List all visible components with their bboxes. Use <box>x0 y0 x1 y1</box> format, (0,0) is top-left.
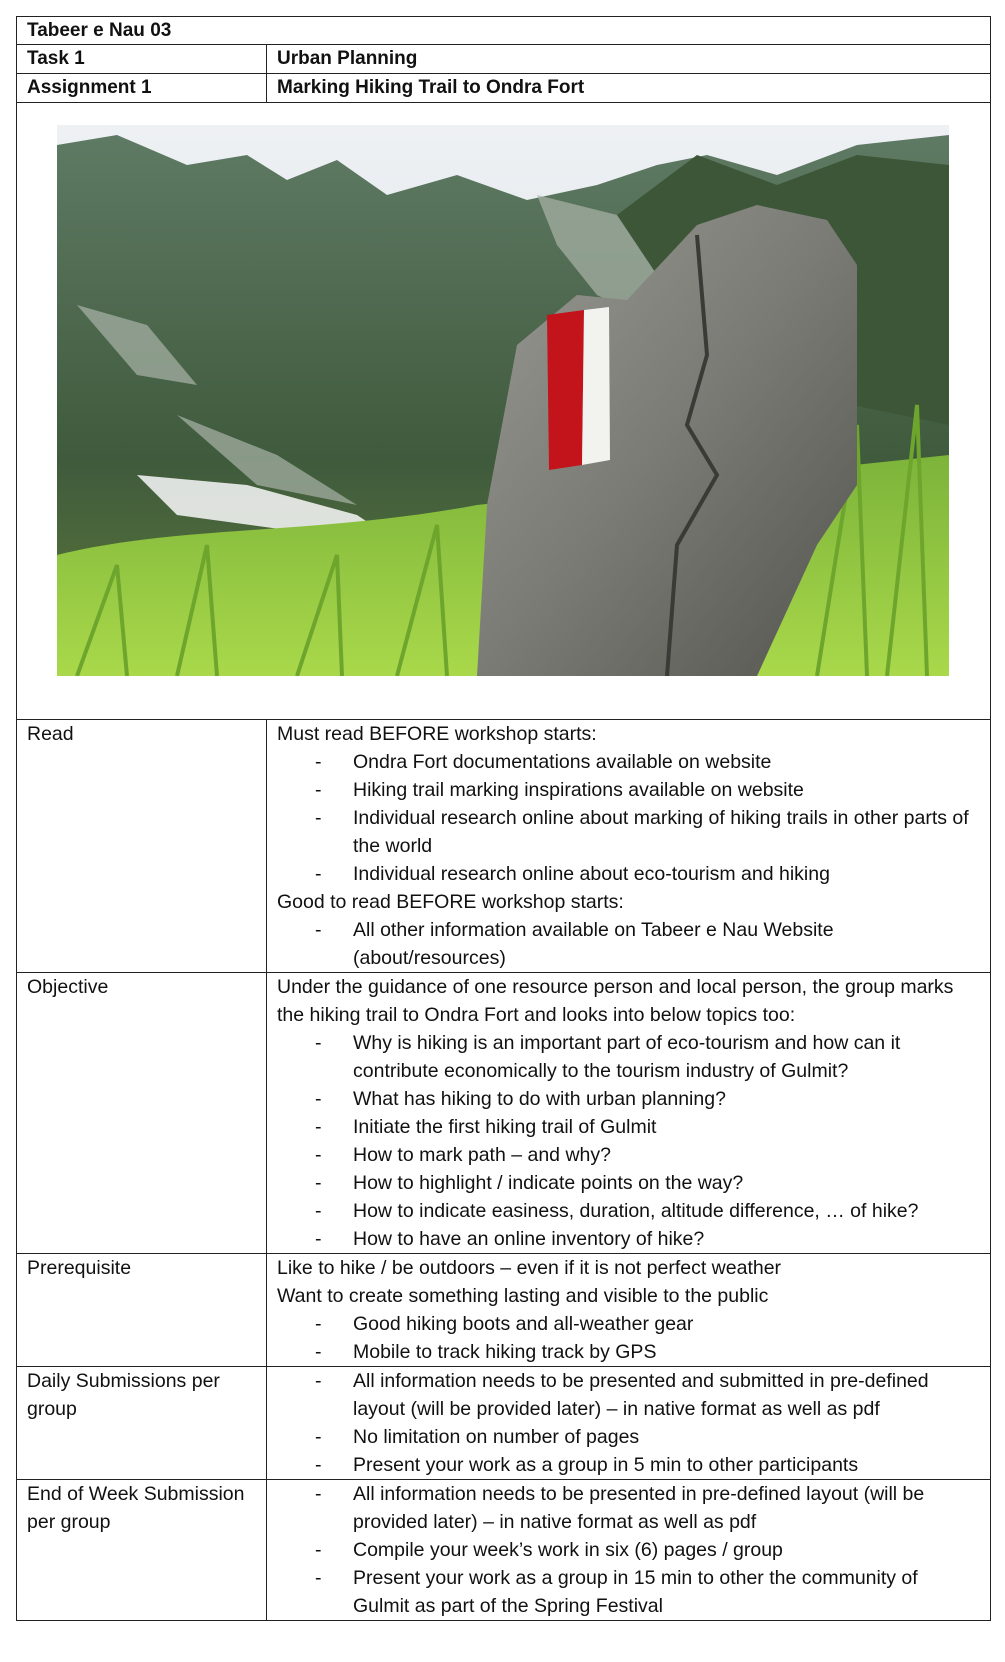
assignment-row <box>16 74 991 103</box>
list-item: - How to mark path – and why? <box>277 1141 976 1169</box>
list-item: - What has hiking to do with urban planning? <box>277 1085 976 1113</box>
daily-submissions-list <box>277 1367 976 1479</box>
list-item: - How to have an online inventory of hike? <box>277 1225 976 1253</box>
list-item: - All other information available on Tabeer e Nau Website (about/resources) <box>277 916 976 972</box>
list-item: - Present your work as a group in 5 min to other participants <box>277 1451 976 1479</box>
trail-marker-white <box>582 307 610 465</box>
list-item: - How to indicate easiness, duration, altitude difference, … of hike? <box>277 1197 976 1225</box>
read-content <box>267 720 990 972</box>
list-item: - Hiking trail marking inspirations available on website <box>277 776 976 804</box>
read-intro-must: Must read BEFORE workshop starts: <box>277 723 597 745</box>
objective-intro: Under the guidance of one resource person and local person, the group marks the hiking trail to Ondra Fort and looks into below topics too: <box>277 976 954 1026</box>
prerequisite-label: Prerequisite <box>17 1254 267 1366</box>
list-item: - Good hiking boots and all-weather gear <box>277 1310 976 1338</box>
list-item: - Mobile to track hiking track by GPS <box>277 1338 976 1366</box>
list-item: - Why is hiking is an important part of eco-tourism and how can it contribute economically to the tourism industry of Gulmit? <box>277 1029 976 1085</box>
document-title: Tabeer e Nau 03 <box>27 20 172 41</box>
objective-list <box>277 1029 976 1253</box>
trail-marker-photo <box>57 125 949 676</box>
trail-marker-red <box>547 310 584 470</box>
list-item: - Ondra Fort documentations available on website <box>277 748 976 776</box>
weekly-submission-content <box>267 1480 990 1620</box>
assignment-document <box>16 16 991 1621</box>
list-item: - All information needs to be presented in pre-defined layout (will be provided later) – in native format as well as pdf <box>277 1480 976 1536</box>
prerequisite-line: Want to create something lasting and visible to the public <box>277 1285 769 1307</box>
list-item: - Individual research online about marking of hiking trails in other parts of the world <box>277 804 976 860</box>
title-row <box>16 16 991 45</box>
read-row <box>16 720 991 973</box>
list-item: - Initiate the first hiking trail of Gulmit <box>277 1113 976 1141</box>
objective-label: Objective <box>17 973 267 1253</box>
task-label: Task 1 <box>17 45 267 73</box>
objective-row <box>16 973 991 1254</box>
task-row <box>16 45 991 74</box>
read-intro-good: Good to read BEFORE workshop starts: <box>277 891 624 913</box>
list-item: - Individual research online about eco-tourism and hiking <box>277 860 976 888</box>
assignment-label: Assignment 1 <box>17 74 267 102</box>
list-item: - No limitation on number of pages <box>277 1423 976 1451</box>
daily-submissions-label: Daily Submissions per group <box>17 1367 267 1479</box>
weekly-submission-label: End of Week Submission per group <box>17 1480 267 1620</box>
list-item: - Present your work as a group in 15 min to other the community of Gulmit as part of the Spring Festival <box>277 1564 976 1620</box>
weekly-submission-list <box>277 1480 976 1620</box>
list-item: - How to highlight / indicate points on the way? <box>277 1169 976 1197</box>
read-label: Read <box>17 720 267 972</box>
objective-content <box>267 973 990 1253</box>
read-good-list <box>277 916 976 972</box>
daily-submissions-row <box>16 1367 991 1480</box>
weekly-submission-row <box>16 1480 991 1621</box>
list-item: - All information needs to be presented and submitted in pre-defined layout (will be provided later) – in native format as well as pdf <box>277 1367 976 1423</box>
list-item: - Compile your week’s work in six (6) pages / group <box>277 1536 976 1564</box>
prerequisite-row <box>16 1254 991 1367</box>
task-value: Urban Planning <box>277 48 418 69</box>
photo-row <box>16 103 991 720</box>
prerequisite-line: Like to hike / be outdoors – even if it is not perfect weather <box>277 1257 782 1279</box>
prerequisite-list <box>277 1310 976 1366</box>
prerequisite-content <box>267 1254 990 1366</box>
assignment-value: Marking Hiking Trail to Ondra Fort <box>277 77 585 98</box>
read-must-list <box>277 748 976 888</box>
daily-submissions-content <box>267 1367 990 1479</box>
